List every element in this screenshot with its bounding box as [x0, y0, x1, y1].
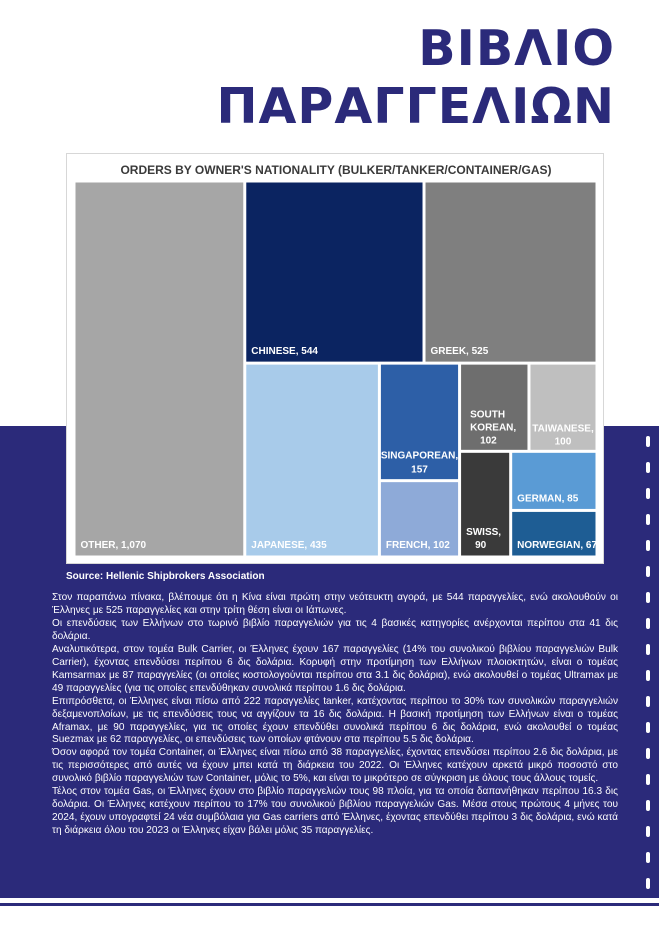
treemap-cell-greek: [426, 183, 596, 362]
paragraph: Τέλος στον τομέα Gas, οι Έλληνες έχουν στο βιβλίο παραγγελιών τους 98 πλοία, για τα οποία δαπανήθηκαν περίπου 16.3 δις δολάρια. Οι Έλληνες κατέχουν περίπου το 17% του συνολικού βιβλίου παραγγελιών Gas. Μέσα στους πρώτους 4 μήνες του 2024, έχουν υπογραφτεί 24 νέα συμβόλαια για Gas carriers από Έλληνες, έχοντας επενδύθει περίπου 3 δις δολάρια, ενώ κατά τη διάρκεια όλου του 2023 οι Έλληνες είχαν βάλει μόλις 35 παραγγελίες.: [52, 786, 618, 837]
footer-rule: [0, 903, 659, 906]
paragraph: Όσον αφορά τον τομέα Container, οι Έλληνες είναι πίσω από 38 παραγγελίες, έχοντας επενδύσει περίπου 2.6 δις δολάρια, με τις περισσότερες από αυτές να έχουν μπει κατά τη διάρκεια του 2022. Οι Έλληνες κατέχουν αρκετά μικρό ποσοστό στο συνολικό βιβλίο παραγγελιών των Container, μόλις το 5%, και είναι το μικρότερο σε σύγκριση με όλους τους άλλους τομείς.: [52, 747, 618, 785]
paragraph: Οι επενδύσεις των Ελλήνων στο τωρινό βιβλίο παραγγελιών για τις 4 βασικές κατηγορίες ανέρχονται περίπου στα 41 δις δολάρια.: [52, 617, 618, 642]
dash: [646, 592, 650, 603]
page-title-line-2: ΠΑΡΑΓΓΕΛΙΩΝ: [216, 78, 615, 135]
treemap-label-singaporean: SINGAPOREAN, 157: [380, 450, 459, 476]
treemap-label-south-korean: SOUTH KOREAN, 102: [470, 409, 517, 447]
dash: [646, 748, 650, 759]
chart-source: Source: Hellenic Shipbrokers Association: [66, 571, 265, 582]
treemap-label-chinese: CHINESE, 544: [251, 346, 318, 358]
dash: [646, 514, 650, 525]
dash: [646, 774, 650, 785]
page-title: [216, 20, 615, 136]
treemap-label-other: OTHER, 1,070: [80, 540, 147, 551]
decorative-dashed-border: [646, 436, 652, 891]
dash: [646, 462, 650, 473]
dash: [646, 566, 650, 577]
dash: [646, 488, 650, 499]
dash: [646, 722, 650, 733]
article-body: [52, 592, 618, 838]
paragraph: Αναλυτικότερα, στον τομέα Bulk Carrier, οι Έλληνες έχουν 167 παραγγελίες (14% του συνολικού βιβλίου παραγγελιών Bulk Carrier), έχοντας επενδύσει περίπου 6 δις δολάρια. Κορυφή στην προτίμηση των Ελλήνων πλοιοκτητών, είναι ο τομέας Kamsarmax με 87 παραγγελίες (οι οποίες κοστολογούνται περίπου στα 3.1 δις δολάρια), ενώ ακολουθεί ο τομέας Ultramax με 49 παραγγελίες (για τις οποίες επενδύθηκαν συνολικά περίπου 1.6 δις δολάρια.: [52, 643, 618, 694]
page-title-line-1: ΒΙΒΛΙΟ: [418, 20, 615, 77]
treemap-label-german: GERMAN, 85: [517, 493, 579, 505]
treemap-label-norwegian: NORWEGIAN, 67: [517, 540, 598, 551]
dash: [646, 878, 650, 889]
paragraph: Επιπρόσθετα, οι Έλληνες είναι πίσω από 222 παραγγελίες tanker, κατέχοντας περίπου το 30% των συνολικών παραγγελιών δεξαμενοπλοίων, με τις επενδύσεις τους να αγγίζουν τα 16 δις δολάρια. Η βασική προτίμηση των Ελλήνων είναι ο τομέας Aframax, με 90 παραγγελίες, για τις οποίες έχουν επενδύθει συνολικά περίπου 6 δις δολάρια, ενώ ακολουθεί ο τομέας Suezmax με 62 παραγγελίες, οι επενδύσεις των οποίων φτάνουν στα περίπου 5.5 δις δολάρια.: [52, 695, 618, 746]
dash: [646, 670, 650, 681]
treemap-label-japanese: JAPANESE, 435: [251, 540, 327, 551]
dash: [646, 826, 650, 837]
dash: [646, 852, 650, 863]
dash: [646, 696, 650, 707]
dash: [646, 644, 650, 655]
paragraph: Στον παραπάνω πίνακα, βλέπουμε ότι η Κίνα είναι πρώτη στην νεότευκτη αγορά, με 544 παραγγελίες, ενώ ακολουθούν οι Έλληνες με 525 παραγγελίες και στην τρίτη θέση είναι οι Ιάπωνες.: [52, 592, 618, 616]
treemap-label-french: FRENCH, 102: [385, 540, 450, 551]
treemap-svg: [67, 154, 605, 565]
dash: [646, 540, 650, 551]
treemap-cell-singaporean: [381, 365, 458, 480]
treemap-cell-chinese: [246, 183, 422, 362]
treemap-chart: [66, 153, 604, 564]
dash: [646, 436, 650, 447]
treemap-label-greek: GREEK, 525: [430, 346, 489, 358]
dash: [646, 800, 650, 811]
dash: [646, 618, 650, 629]
treemap-cell-japanese: [246, 365, 378, 556]
treemap-cell-other: [76, 183, 244, 556]
treemap-label-taiwanese: TAIWANESE, 100: [532, 423, 594, 448]
chart-title: ORDERS BY OWNER'S NATIONALITY (BULKER/TANKER/CONTAINER/GAS): [120, 163, 552, 177]
treemap-label-swiss: SWISS, 90: [466, 527, 502, 551]
